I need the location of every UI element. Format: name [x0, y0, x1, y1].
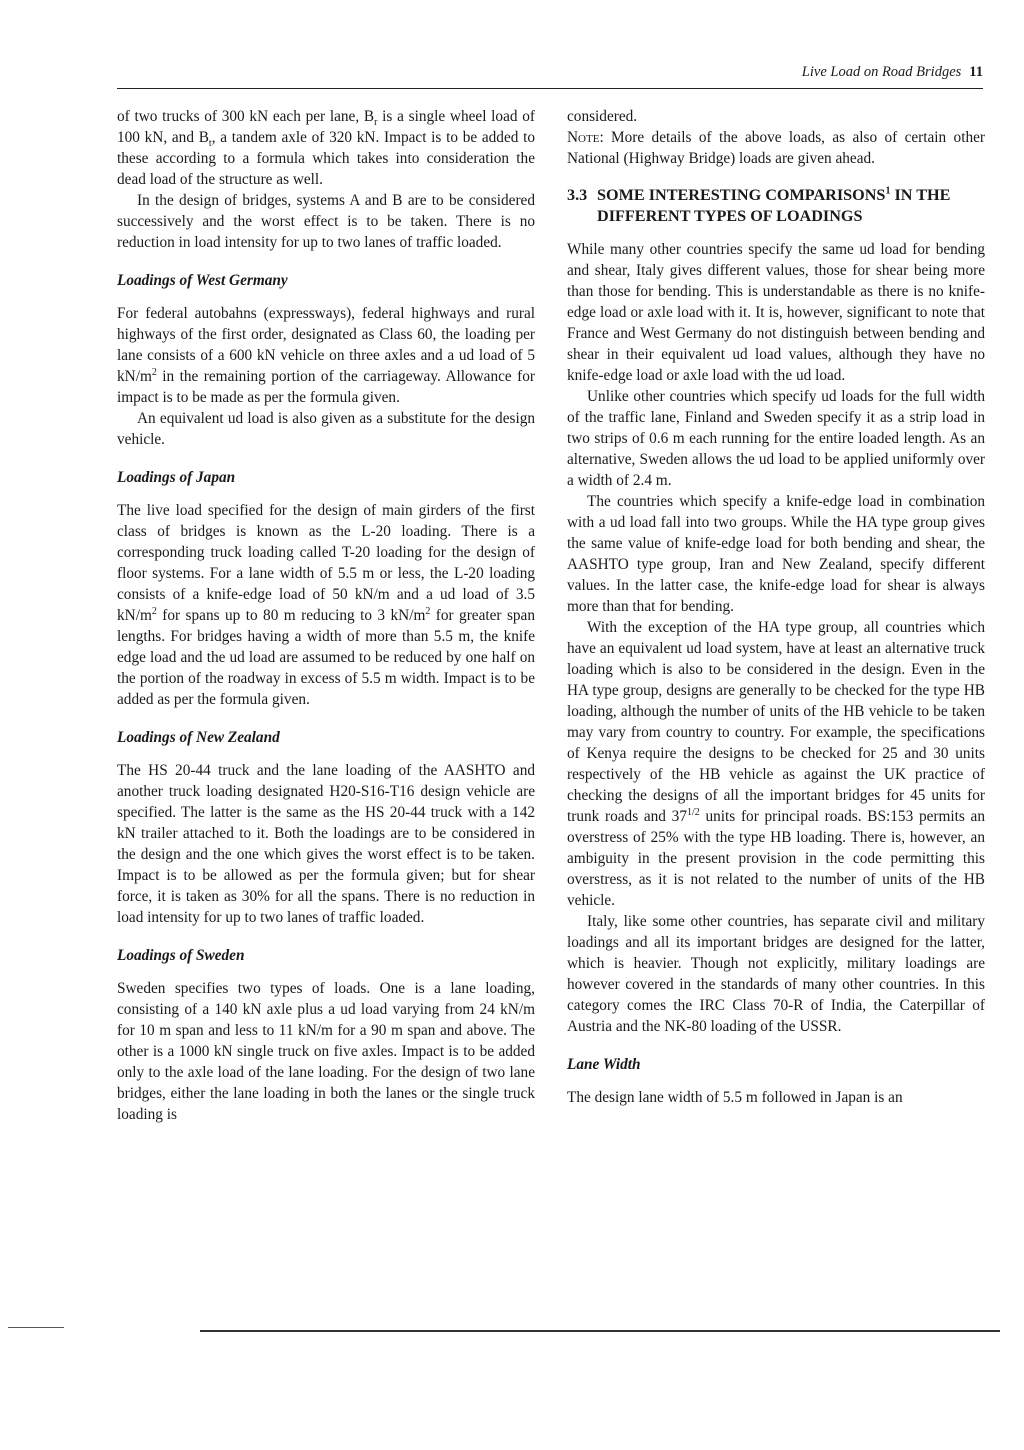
note: Note: More details of the above loads, as also of certain other National (Highway Bridge) loads are given ahead. — [567, 129, 985, 167]
paragraph: Sweden specifies two types of loads. One is a lane loading, consisting of a 140 kN axle plus a ud load varying from 24 kN/m for 10 m span and less to 11 kN/m for a 90 m span and above. The other is a 1000 kN single truck on five axles. Impact is to be added only to the axle load of the lane loading. For the design of two lane bridges, either the lane loading in both the lanes or the single truck loading is — [117, 980, 535, 1123]
paragraph: The live load specified for the design of main girders of the first class of bridges is known as the L-20 loading. There is a corresponding truck loading called T-20 loading for the design of floor systems. For a lane width of 5.5 m or less, the L-20 loading consists of a knife-edge load of 50 kN/m and a ud load of 3.5 $kN/m^2$ for spans up to 80 m reducing to 3 $kN/m^2$ for greater span lengths. For bridges having a width of more than 5.5 m, the knife edge load and the ud load are assumed to be reduced by one half on the portion of the roadway in excess of 5.5 m width. Impact is to be added as per the formula given. — [117, 502, 535, 708]
paragraph: With the exception of the HA type group, all countries which have an equivalent ud load system, have at least an alternative truck loading which is also to be considered in the design. Even in the HA type group, designs are generally to be checked for the type HB loading, although the number of units of the HB vehicle to be taken may vary from country to country. For example, the specifications of Kenya require the designs to be checked for 25 and 30 units respectively of the HB vehicle as against the UK practice of checking the designs of all the important bridges for 45 units for trunk roads and $37^{1/2}$ units for principal roads. BS:153 permits an overstress of 25% with the type HB loading. There is, however, an ambiguity in the present provision in the code permitting this overstress, as it is not related to the number of units of the HB vehicle. — [567, 619, 985, 909]
subheading-sweden: Loadings of Sweden — [117, 947, 245, 964]
left-column — [117, 106, 535, 1125]
footer-rule-short — [8, 1327, 64, 1328]
subheading-lane-width: Lane Width — [567, 1056, 641, 1073]
paragraph: Italy, like some other countries, has separate civil and military loadings and all its important bridges are designed for the latter, which is heavier. Though not explicitly, military loadings are however covered in the standards of many other countries. In this category comes the IRC Class 70-R of India, the Caterpillar of Austria and the NK-80 loading of the USSR. — [567, 913, 985, 1035]
paragraph: The design lane width of 5.5 m followed in Japan is an — [567, 1089, 903, 1106]
paragraph: considered. — [567, 108, 638, 125]
paragraph: For federal autobahns (expressways), federal highways and rural highways of the first order, designated as Class 60, the loading per lane consists of a 600 kN vehicle on three axles and a ud load of 5 $kN/m^2$ in the remaining portion of the carriageway. Allowance for impact is to be made as per the formula given. — [117, 305, 535, 406]
paragraph: An equivalent ud load is also given as a substitute for the design vehicle. — [117, 410, 535, 448]
paragraph: Unlike other countries which specify ud loads for the full width of the traffic lane, Finland and Sweden specify it as a strip load in two strips of 0.6 m each running for the entire loaded length. As an alternative, Sweden allows the ud load to be applied uniformly over a width of 2.4 m. — [567, 388, 985, 489]
paragraph: The countries which specify a knife-edge load in combination with a ud load fall into two groups. While the HA type group gives the same value of knife-edge load for both bending and shear, the AASHTO type group, Iran and New Zealand, specify different values. In the latter case, the knife-edge load for shear is always more than that for bending. — [567, 493, 985, 615]
page-number: 11 — [969, 64, 983, 80]
right-column — [567, 106, 985, 1108]
paragraph: of two trucks of 300 kN each per lane, $B_r$ is a single wheel load of 100 kN, and $B_t$, a tandem axle of 320 kN. Impact is to be added to these according to a formula which takes into consideration the dead load of the structure as well. — [117, 108, 535, 188]
paragraph: While many other countries specify the same ud load for bending and shear, Italy gives different values, those for shear being more than those for bending. This is understandable as there is no knife-edge load or axle load with it. It is, however, significant to note that France and West Germany do not distinguish between bending and shear in their equivalent ud load values, although they have no knife-edge load or axle load with the ud load. — [567, 241, 985, 384]
header-rule — [117, 88, 983, 89]
subheading-japan: Loadings of Japan — [117, 469, 236, 486]
subheading-new-zealand: Loadings of New Zealand — [117, 729, 280, 746]
section-number: 3.3 — [567, 186, 588, 204]
paragraph: In the design of bridges, systems A and B are to be considered successively and the worst effect is to be taken. There is no reduction in load intensity for up to two lanes of traffic loaded. — [117, 192, 535, 251]
note-label: Note — [567, 129, 600, 146]
section-heading: 3.3 SOME INTERESTING COMPARISONS$^1$ IN THE DIFFERENT TYPES OF LOADINGS — [567, 185, 951, 225]
running-head — [117, 64, 983, 81]
paragraph: The HS 20-44 truck and the lane loading of the AASHTO and another truck loading designated H20-S16-T16 design vehicle are specified. The latter is the same as the HS 20-44 truck with a 142 kN trailer attached to it. Both the loadings are to be considered in the design and the one which gives the worst effect is to be taken. Impact is to be allowed as per the formula given; but for shear force, it is taken as 30% for all the spans. There is no reduction in load intensity for up to two lanes of traffic loaded. — [117, 762, 535, 926]
running-title: Live Load on Road Bridges — [801, 64, 962, 80]
footer-rule — [200, 1330, 1000, 1332]
subheading-west-germany: Loadings of West Germany — [117, 272, 288, 289]
